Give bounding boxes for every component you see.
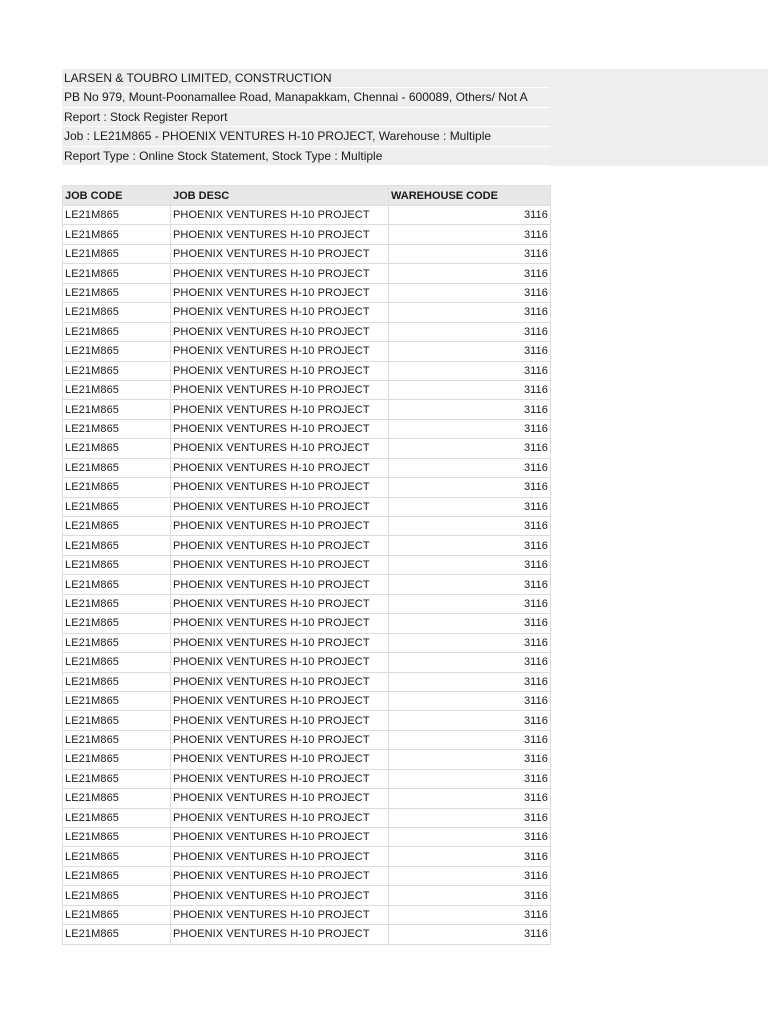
cell-job-desc: PHOENIX VENTURES H-10 PROJECT	[171, 517, 389, 536]
cell-warehouse-code: 3116	[389, 730, 551, 749]
cell-job-desc: PHOENIX VENTURES H-10 PROJECT	[171, 439, 389, 458]
cell-job-desc: PHOENIX VENTURES H-10 PROJECT	[171, 283, 389, 302]
table-row	[63, 264, 551, 283]
cell-warehouse-code: 3116	[389, 439, 551, 458]
table-row	[63, 594, 551, 613]
cell-job-desc: PHOENIX VENTURES H-10 PROJECT	[171, 303, 389, 322]
cell-warehouse-code: 3116	[389, 808, 551, 827]
table-row	[63, 380, 551, 399]
cell-job-code: LE21M865	[63, 400, 171, 419]
cell-warehouse-code: 3116	[389, 750, 551, 769]
cell-job-code: LE21M865	[63, 458, 171, 477]
cell-job-code: LE21M865	[63, 633, 171, 652]
cell-job-desc: PHOENIX VENTURES H-10 PROJECT	[171, 575, 389, 594]
cell-job-code: LE21M865	[63, 828, 171, 847]
cell-warehouse-code: 3116	[389, 905, 551, 924]
table-row	[63, 672, 551, 691]
cell-warehouse-code: 3116	[389, 691, 551, 710]
table-row	[63, 225, 551, 244]
table-row	[63, 808, 551, 827]
cell-job-code: LE21M865	[63, 439, 171, 458]
cell-job-code: LE21M865	[63, 380, 171, 399]
cell-job-code: LE21M865	[63, 691, 171, 710]
cell-job-desc: PHOENIX VENTURES H-10 PROJECT	[171, 769, 389, 788]
cell-warehouse-code: 3116	[389, 322, 551, 341]
cell-job-desc: PHOENIX VENTURES H-10 PROJECT	[171, 614, 389, 633]
cell-job-desc: PHOENIX VENTURES H-10 PROJECT	[171, 691, 389, 710]
column-header-job-desc: JOB DESC	[171, 186, 389, 206]
cell-job-desc: PHOENIX VENTURES H-10 PROJECT	[171, 536, 389, 555]
stock-register-table	[62, 185, 551, 945]
table-header-row	[63, 186, 551, 206]
cell-job-code: LE21M865	[63, 614, 171, 633]
table-row	[63, 789, 551, 808]
cell-job-code: LE21M865	[63, 866, 171, 885]
cell-job-desc: PHOENIX VENTURES H-10 PROJECT	[171, 497, 389, 516]
cell-warehouse-code: 3116	[389, 419, 551, 438]
cell-job-code: LE21M865	[63, 536, 171, 555]
cell-job-desc: PHOENIX VENTURES H-10 PROJECT	[171, 866, 389, 885]
cell-job-code: LE21M865	[63, 361, 171, 380]
cell-job-desc: PHOENIX VENTURES H-10 PROJECT	[171, 672, 389, 691]
report-type-info: Report Type : Online Stock Statement, Stock Type : Multiple	[62, 147, 550, 166]
cell-job-code: LE21M865	[63, 303, 171, 322]
cell-job-code: LE21M865	[63, 342, 171, 361]
cell-warehouse-code: 3116	[389, 769, 551, 788]
cell-job-code: LE21M865	[63, 769, 171, 788]
cell-warehouse-code: 3116	[389, 789, 551, 808]
cell-warehouse-code: 3116	[389, 380, 551, 399]
cell-job-code: LE21M865	[63, 925, 171, 944]
report-header	[62, 69, 550, 166]
table-row	[63, 458, 551, 477]
cell-job-code: LE21M865	[63, 594, 171, 613]
cell-job-code: LE21M865	[63, 575, 171, 594]
company-name: LARSEN & TOUBRO LIMITED, CONSTRUCTION	[62, 69, 550, 88]
cell-job-code: LE21M865	[63, 264, 171, 283]
cell-job-code: LE21M865	[63, 653, 171, 672]
cell-warehouse-code: 3116	[389, 478, 551, 497]
cell-warehouse-code: 3116	[389, 614, 551, 633]
cell-job-desc: PHOENIX VENTURES H-10 PROJECT	[171, 594, 389, 613]
cell-job-code: LE21M865	[63, 847, 171, 866]
table-row	[63, 439, 551, 458]
table-row	[63, 478, 551, 497]
cell-warehouse-code: 3116	[389, 283, 551, 302]
cell-warehouse-code: 3116	[389, 264, 551, 283]
cell-job-code: LE21M865	[63, 555, 171, 574]
table-row	[63, 555, 551, 574]
table-row	[63, 517, 551, 536]
column-header-job-code: JOB CODE	[63, 186, 171, 206]
cell-warehouse-code: 3116	[389, 828, 551, 847]
cell-warehouse-code: 3116	[389, 497, 551, 516]
table-row	[63, 497, 551, 516]
cell-job-desc: PHOENIX VENTURES H-10 PROJECT	[171, 886, 389, 905]
cell-job-code: LE21M865	[63, 478, 171, 497]
cell-warehouse-code: 3116	[389, 925, 551, 944]
table-row	[63, 711, 551, 730]
table-row	[63, 342, 551, 361]
cell-job-desc: PHOENIX VENTURES H-10 PROJECT	[171, 380, 389, 399]
table-row	[63, 536, 551, 555]
cell-job-code: LE21M865	[63, 497, 171, 516]
header-background-band	[550, 69, 768, 166]
cell-warehouse-code: 3116	[389, 536, 551, 555]
cell-job-code: LE21M865	[63, 206, 171, 225]
cell-job-desc: PHOENIX VENTURES H-10 PROJECT	[171, 925, 389, 944]
table-row	[63, 206, 551, 225]
cell-warehouse-code: 3116	[389, 361, 551, 380]
table-row	[63, 847, 551, 866]
table-row	[63, 750, 551, 769]
cell-warehouse-code: 3116	[389, 244, 551, 263]
table-row	[63, 769, 551, 788]
table-row	[63, 653, 551, 672]
table-row	[63, 925, 551, 944]
cell-job-desc: PHOENIX VENTURES H-10 PROJECT	[171, 361, 389, 380]
cell-job-desc: PHOENIX VENTURES H-10 PROJECT	[171, 789, 389, 808]
cell-job-code: LE21M865	[63, 244, 171, 263]
cell-warehouse-code: 3116	[389, 225, 551, 244]
report-title: Report : Stock Register Report	[62, 108, 550, 127]
company-address: PB No 979, Mount-Poonamallee Road, Manapakkam, Chennai - 600089, Others/ Not A	[62, 88, 550, 107]
table-row	[63, 361, 551, 380]
cell-job-desc: PHOENIX VENTURES H-10 PROJECT	[171, 730, 389, 749]
cell-job-desc: PHOENIX VENTURES H-10 PROJECT	[171, 633, 389, 652]
cell-job-desc: PHOENIX VENTURES H-10 PROJECT	[171, 555, 389, 574]
cell-job-desc: PHOENIX VENTURES H-10 PROJECT	[171, 847, 389, 866]
cell-job-desc: PHOENIX VENTURES H-10 PROJECT	[171, 905, 389, 924]
cell-job-desc: PHOENIX VENTURES H-10 PROJECT	[171, 264, 389, 283]
cell-job-desc: PHOENIX VENTURES H-10 PROJECT	[171, 342, 389, 361]
cell-warehouse-code: 3116	[389, 303, 551, 322]
table-row	[63, 614, 551, 633]
cell-job-desc: PHOENIX VENTURES H-10 PROJECT	[171, 225, 389, 244]
table-row	[63, 905, 551, 924]
table-row	[63, 244, 551, 263]
cell-job-desc: PHOENIX VENTURES H-10 PROJECT	[171, 808, 389, 827]
cell-job-code: LE21M865	[63, 789, 171, 808]
cell-job-desc: PHOENIX VENTURES H-10 PROJECT	[171, 206, 389, 225]
cell-warehouse-code: 3116	[389, 594, 551, 613]
table-row	[63, 730, 551, 749]
cell-job-code: LE21M865	[63, 672, 171, 691]
table-row	[63, 419, 551, 438]
table-row	[63, 691, 551, 710]
cell-job-desc: PHOENIX VENTURES H-10 PROJECT	[171, 419, 389, 438]
cell-job-code: LE21M865	[63, 322, 171, 341]
cell-warehouse-code: 3116	[389, 458, 551, 477]
cell-job-code: LE21M865	[63, 808, 171, 827]
cell-warehouse-code: 3116	[389, 672, 551, 691]
cell-job-desc: PHOENIX VENTURES H-10 PROJECT	[171, 244, 389, 263]
cell-job-desc: PHOENIX VENTURES H-10 PROJECT	[171, 828, 389, 847]
cell-job-desc: PHOENIX VENTURES H-10 PROJECT	[171, 711, 389, 730]
cell-warehouse-code: 3116	[389, 400, 551, 419]
cell-job-code: LE21M865	[63, 886, 171, 905]
cell-job-code: LE21M865	[63, 730, 171, 749]
cell-warehouse-code: 3116	[389, 866, 551, 885]
cell-job-code: LE21M865	[63, 711, 171, 730]
cell-job-code: LE21M865	[63, 225, 171, 244]
cell-warehouse-code: 3116	[389, 711, 551, 730]
cell-job-code: LE21M865	[63, 517, 171, 536]
table-row	[63, 303, 551, 322]
cell-warehouse-code: 3116	[389, 575, 551, 594]
cell-warehouse-code: 3116	[389, 633, 551, 652]
table-row	[63, 633, 551, 652]
table-row	[63, 828, 551, 847]
table-row	[63, 866, 551, 885]
cell-job-desc: PHOENIX VENTURES H-10 PROJECT	[171, 400, 389, 419]
cell-warehouse-code: 3116	[389, 886, 551, 905]
table-body	[63, 206, 551, 945]
cell-job-desc: PHOENIX VENTURES H-10 PROJECT	[171, 458, 389, 477]
table-row	[63, 575, 551, 594]
cell-job-desc: PHOENIX VENTURES H-10 PROJECT	[171, 653, 389, 672]
table-row	[63, 886, 551, 905]
cell-job-code: LE21M865	[63, 905, 171, 924]
cell-job-code: LE21M865	[63, 283, 171, 302]
cell-job-code: LE21M865	[63, 750, 171, 769]
table-row	[63, 322, 551, 341]
cell-warehouse-code: 3116	[389, 206, 551, 225]
cell-warehouse-code: 3116	[389, 653, 551, 672]
cell-warehouse-code: 3116	[389, 342, 551, 361]
table-row	[63, 400, 551, 419]
cell-job-desc: PHOENIX VENTURES H-10 PROJECT	[171, 322, 389, 341]
cell-warehouse-code: 3116	[389, 847, 551, 866]
cell-warehouse-code: 3116	[389, 517, 551, 536]
job-info: Job : LE21M865 - PHOENIX VENTURES H-10 PROJECT, Warehouse : Multiple	[62, 127, 550, 146]
cell-job-code: LE21M865	[63, 419, 171, 438]
table-row	[63, 283, 551, 302]
column-header-warehouse-code: WAREHOUSE CODE	[389, 186, 551, 206]
cell-warehouse-code: 3116	[389, 555, 551, 574]
cell-job-desc: PHOENIX VENTURES H-10 PROJECT	[171, 750, 389, 769]
cell-job-desc: PHOENIX VENTURES H-10 PROJECT	[171, 478, 389, 497]
